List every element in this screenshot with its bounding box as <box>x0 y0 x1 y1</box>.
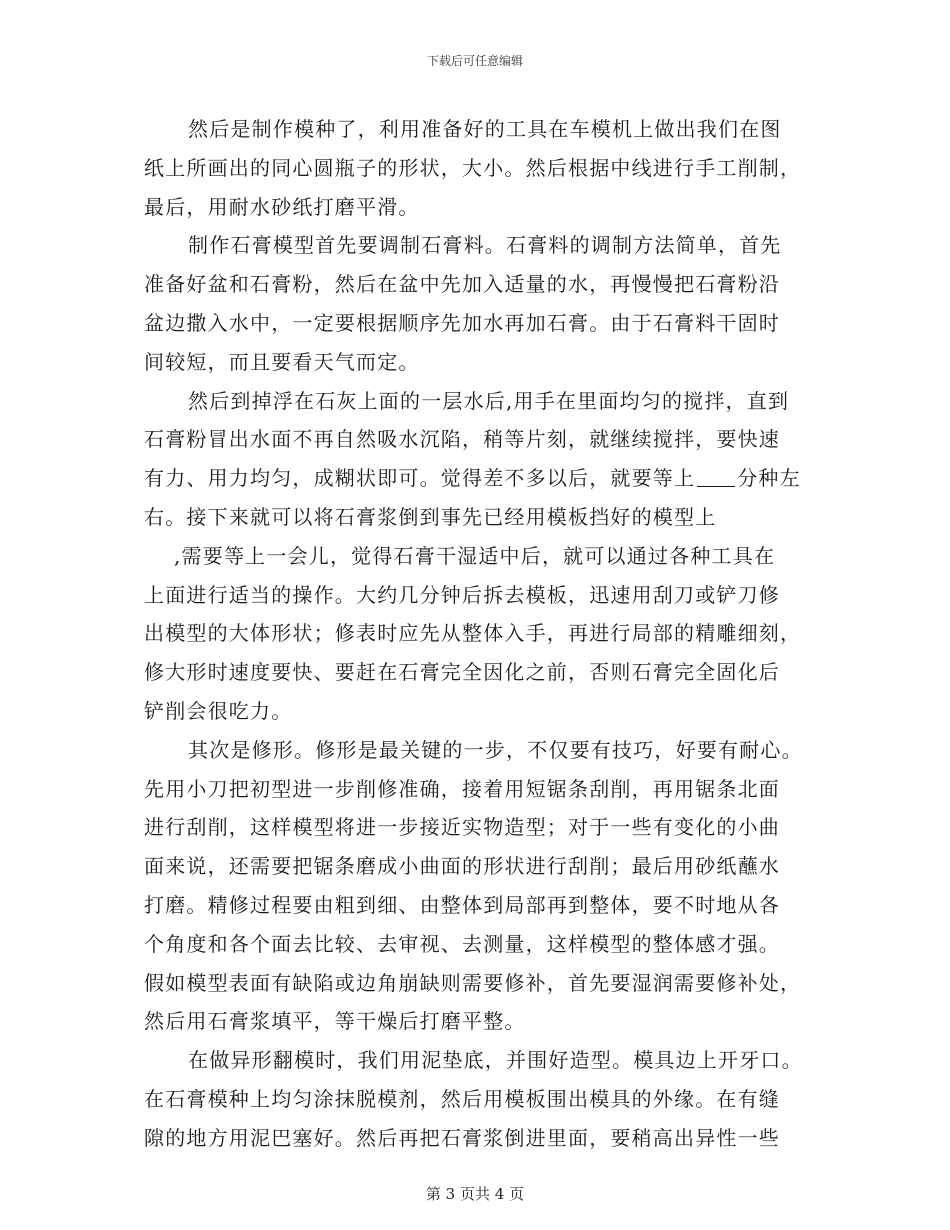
text-line: 在做异形翻模时，我们用泥垫底，并围好造型。模具边上开牙口。 <box>188 1048 803 1073</box>
text-line: ,需要等上一会儿，觉得石膏干湿适中后，就可以通过各种工具在 <box>174 543 776 568</box>
text-line: 个角度和各个面去比较、去审视、去测量，这样模型的整体感才强。 <box>144 931 780 956</box>
text-line: 盆边撒入水中，一定要根据顺序先加水再加石膏。由于石膏料干固时 <box>144 310 780 335</box>
text-line: 铲削会很吃力。 <box>144 698 293 723</box>
text-line: 上面进行适当的操作。大约几分钟后拆去模板，迅速用刮刀或铲刀修 <box>144 582 780 607</box>
text-line: 在石膏模种上均匀涂抹脱模剂，然后用模板围出模具的外缘。在有缝 <box>144 1086 780 1111</box>
text-line: 隙的地方用泥巴塞好。然后再把石膏浆倒进里面，要稍高出异性一些 <box>144 1125 780 1150</box>
text-line: 修大形时速度要快、要赶在石膏完全因化之前，否则石膏完全固化后 <box>144 660 780 685</box>
document-body <box>144 110 806 1158</box>
text-line: 石膏粉冒出水面不再自然吸水沉陷，稍等片刻，就继续搅拌，要快速 <box>144 427 780 452</box>
text-line: 打磨。精修过程要由粗到细、由整体到局部再到整体，要不时地从各 <box>144 892 780 917</box>
fill-in-blank <box>697 464 735 487</box>
text-line: 假如模型表面有缺陷或边角崩缺则需要修补，首先要湿润需要修补处， <box>144 970 802 995</box>
page-footer: 第 3 页共 4 页 <box>425 1185 525 1203</box>
text-line: 右。接下来就可以将石膏浆倒到事先已经用模板挡好的模型上 <box>144 504 717 529</box>
text-line: 然后是制作模种了，利用准备好的工具在车模机上做出我们在图 <box>188 117 782 141</box>
text-line: 先用小刀把初型进一步削修准确，接着用短锯条刮削，再用锯条北面 <box>144 776 780 801</box>
text-line: 出模型的大体形状；修表时应先从整体入手，再进行局部的精雕细刻， <box>144 621 802 646</box>
text-segment: 有力、用力均匀，成糊状即可。觉得差不多以后，就要等上 <box>144 466 696 491</box>
text-line: 准备好盆和石膏粉，然后在盆中先加入适量的水，再慢慢把石膏粉沿 <box>144 272 780 297</box>
text-line-with-blank <box>144 459 806 498</box>
text-line: 间较短，而且要看天气而定。 <box>144 349 420 374</box>
text-line: 纸上所画出的同心圆瓶子的形状，大小。然后根据中线进行手工削制， <box>144 155 802 180</box>
text-line: 最后，用耐水砂纸打磨平滑。 <box>144 194 420 219</box>
text-line: 面来说，还需要把锯条磨成小曲面的形状进行刮削；最后用砂纸蘸水 <box>144 854 780 879</box>
text-line: 其次是修形。修形是最关键的一步，不仅要有技巧，好要有耐心。 <box>188 737 803 762</box>
text-line: 然后用石膏浆填平，等干燥后打磨平整。 <box>144 1009 526 1034</box>
text-segment: 分种左 <box>737 466 801 491</box>
page-header: 下载后可任意编辑 <box>426 54 523 68</box>
text-line: 然后到掉浮在石灰上面的一层水后,用手在里面均匀的搅拌，直到 <box>188 388 790 413</box>
text-line: 制作石膏模型首先要调制石膏料。石膏料的调制方法简单，首先 <box>188 233 782 258</box>
text-line: 进行刮削，这样模型将进一步接近实物造型；对于一些有变化的小曲 <box>144 815 780 840</box>
